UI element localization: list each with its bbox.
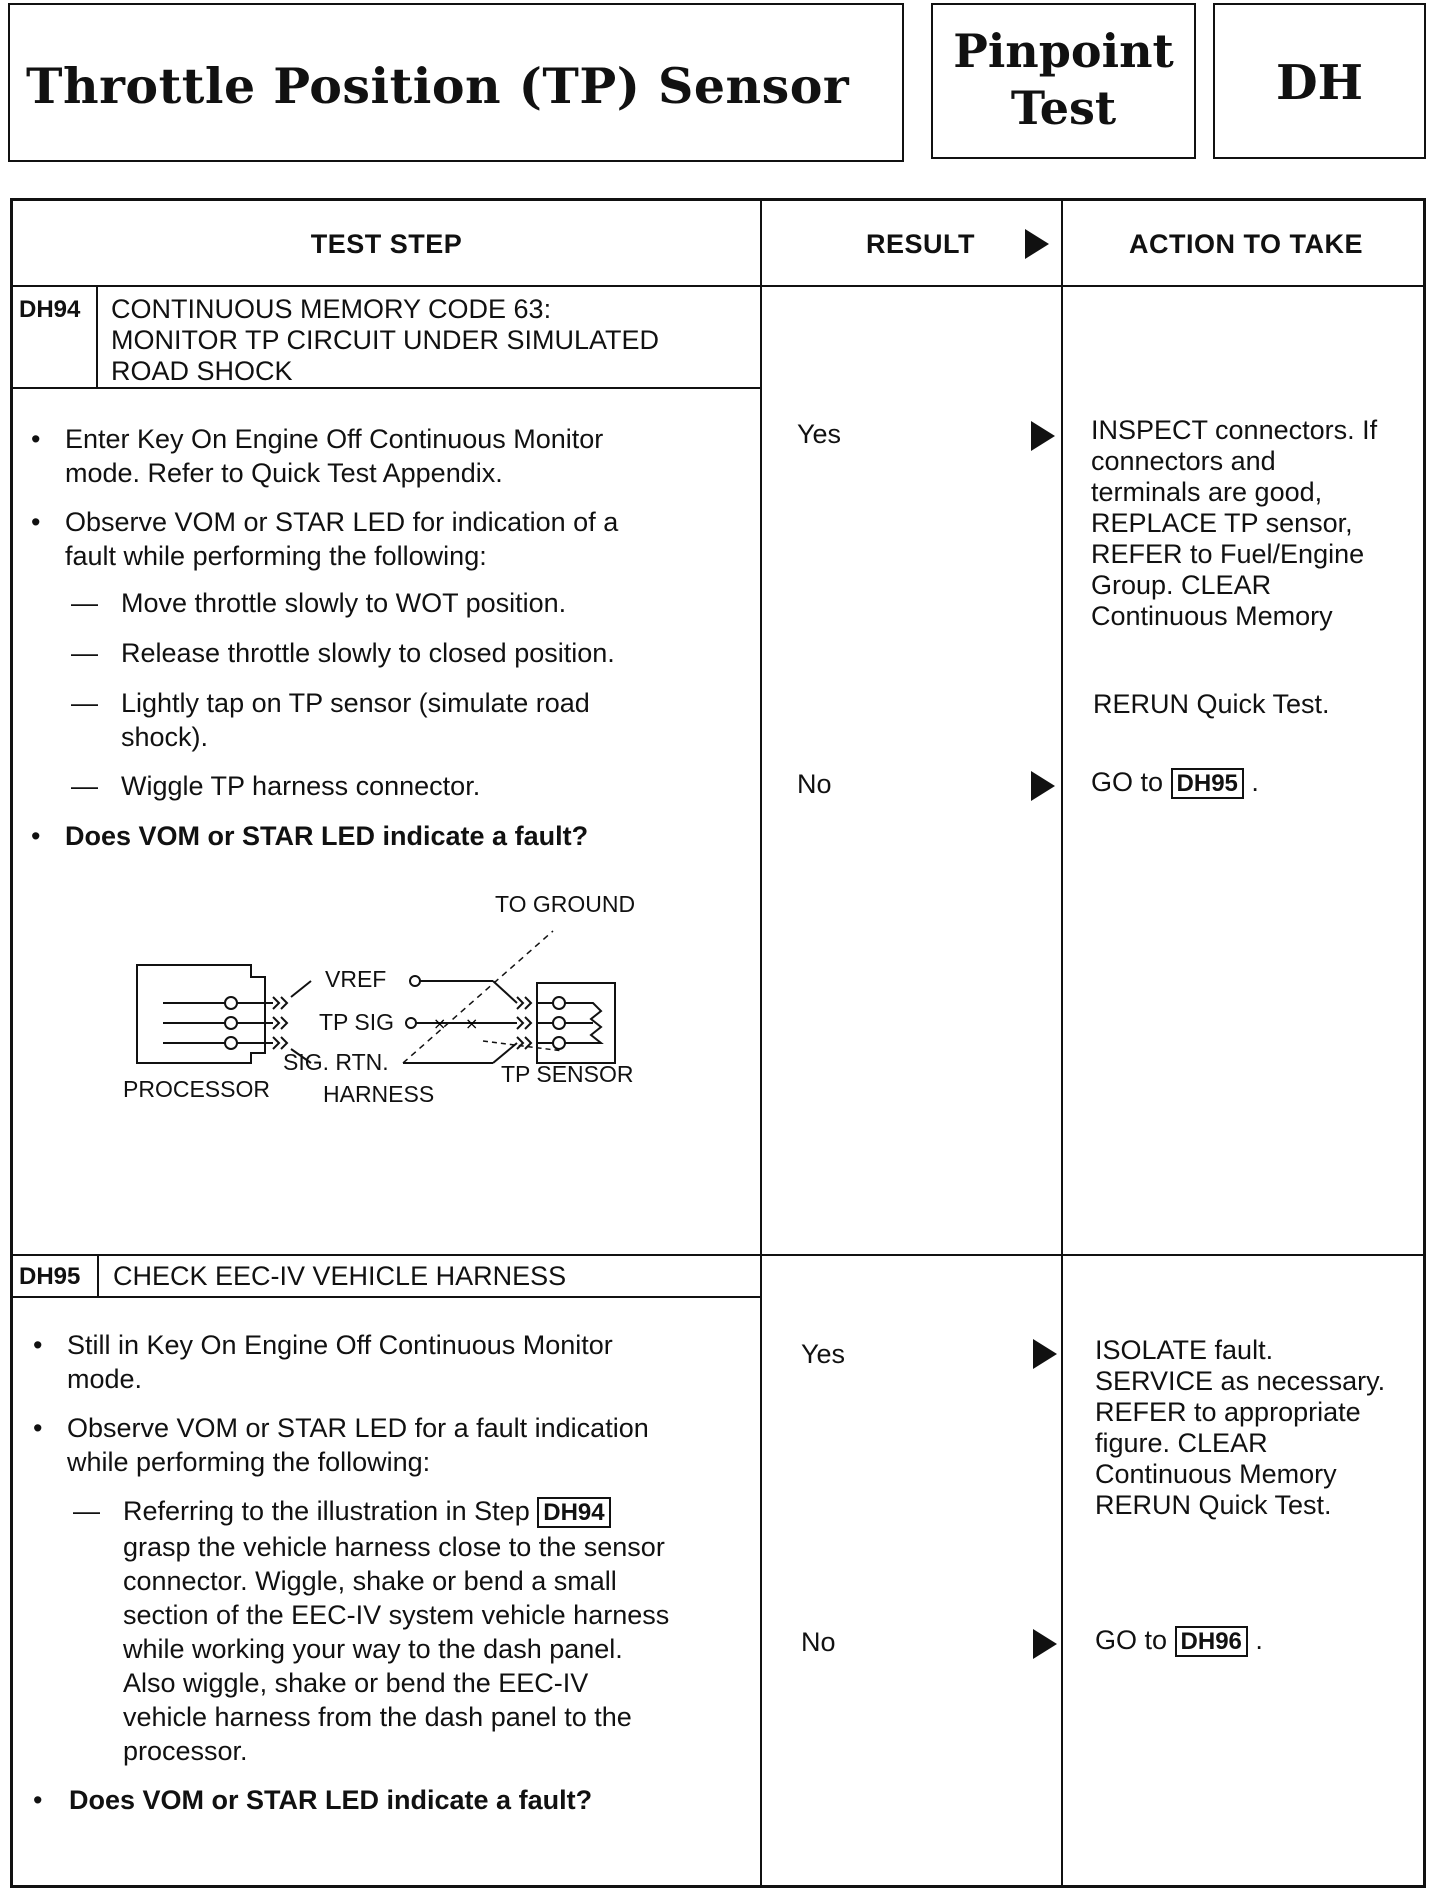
col-header-test-step: TEST STEP	[310, 228, 463, 259]
step-instruction: Enter Key On Engine Off Continuous Monitor mode. Refer to Quick Test Appendix.	[65, 424, 604, 488]
step-id-dh94: DH94	[19, 296, 81, 323]
test-code: DH	[1276, 55, 1363, 111]
tp-circuit-diagram	[123, 891, 683, 1131]
step-id-dh95: DH95	[19, 1263, 81, 1290]
tp-sig-label: TP SIG	[319, 1009, 394, 1035]
action-yes-rerun: RERUN Quick Test.	[1093, 689, 1330, 719]
step-title-dh95: CHECK EEC-IV VEHICLE HARNESS	[113, 1261, 567, 1291]
right-arrow-icon	[1033, 1629, 1057, 1659]
step-title-divider	[13, 387, 760, 389]
bullet-icon: •	[31, 821, 41, 851]
sub-instruction: Lightly tap on TP sensor (simulate road shock).	[121, 688, 590, 752]
step-question: Does VOM or STAR LED indicate a fault?	[65, 821, 589, 851]
result-yes: Yes	[801, 1339, 846, 1369]
step-ref-dh96[interactable]: DH96	[1175, 1626, 1248, 1657]
column-divider	[760, 201, 762, 1885]
bullet-icon: •	[31, 507, 41, 537]
step-title-divider	[13, 1296, 760, 1298]
pin-icon	[225, 1037, 237, 1049]
pinpoint-test-box	[931, 3, 1196, 159]
bullet-icon: •	[33, 1413, 43, 1443]
result-no: No	[797, 769, 832, 799]
bullet-icon: •	[33, 1785, 43, 1815]
col-header-action: ACTION TO TAKE	[1129, 228, 1363, 259]
step-instruction: Observe VOM or STAR LED for indication of a fault while performing the following:	[65, 507, 619, 571]
title-box	[8, 3, 904, 162]
action-yes-dh95: ISOLATE fault. SERVICE as necessary. REFER to appropriate figure. CLEAR Continuous Memory RERUN Quick Test.	[1095, 1335, 1386, 1520]
right-arrow-icon	[1033, 1339, 1057, 1369]
dash-icon: —	[73, 1496, 100, 1526]
bullet-icon: •	[31, 424, 41, 454]
step-question: Does VOM or STAR LED indicate a fault?	[69, 1785, 593, 1815]
sub-instruction: Move throttle slowly to WOT position.	[121, 588, 567, 618]
bullet-icon: •	[33, 1330, 43, 1360]
action-no-dh94: GO to DH95 .	[1091, 767, 1259, 797]
step-instruction: Observe VOM or STAR LED for a fault indication while performing the following:	[67, 1413, 649, 1477]
processor-outline	[137, 965, 265, 1063]
sub-instruction: Referring to the illustration in Step DH94 grasp the vehicle harness close to the sensor connector. Wiggle, shake or bend a small section of the EEC-IV system vehicle harness while working your way to the dash panel. Also wiggle, shake or bend the EEC-IV vehicle harness from the dash panel to the processor.	[123, 1496, 670, 1766]
pin-icon	[225, 997, 237, 1009]
sub-instruction: Wiggle TP harness connector.	[121, 771, 481, 801]
svg-text:×: ×	[465, 1014, 479, 1033]
step-instruction: Still in Key On Engine Off Continuous Monitor mode.	[67, 1330, 613, 1394]
vref-label: VREF	[325, 966, 387, 992]
step-ref-dh95[interactable]: DH95	[1171, 768, 1244, 799]
result-no: No	[801, 1627, 836, 1657]
to-ground-label: TO GROUND	[495, 891, 636, 917]
pin-icon	[225, 1017, 237, 1029]
right-arrow-icon	[1031, 421, 1055, 451]
sub-instruction: Release throttle slowly to closed position.	[121, 638, 615, 668]
action-no-dh95: GO to DH96 .	[1095, 1625, 1263, 1655]
test-code-box	[1213, 3, 1426, 159]
processor-label: PROCESSOR	[123, 1076, 270, 1102]
svg-text:×: ×	[433, 1014, 447, 1033]
tp-sensor-label: TP SENSOR	[501, 1061, 634, 1087]
page-title: Throttle Position (TP) Sensor	[26, 57, 850, 115]
pinpoint-test-table	[10, 198, 1426, 1888]
step-id-divider	[96, 287, 98, 387]
col-header-result: RESULT	[762, 201, 1061, 287]
right-arrow-icon	[1025, 229, 1049, 259]
harness-label: HARNESS	[323, 1081, 435, 1107]
dash-icon: —	[71, 588, 98, 618]
result-yes: Yes	[797, 419, 842, 449]
dash-icon: —	[71, 771, 98, 801]
dash-icon: —	[71, 638, 98, 668]
step-id-divider	[97, 1254, 99, 1296]
dash-icon: —	[71, 688, 98, 718]
column-divider	[1061, 201, 1063, 1885]
step-divider	[13, 1254, 1423, 1256]
right-arrow-icon	[1031, 771, 1055, 801]
step-title-dh94: CONTINUOUS MEMORY CODE 63: MONITOR TP CIRCUIT UNDER SIMULATED ROAD SHOCK	[111, 294, 660, 386]
sig-rtn-label: SIG. RTN.	[283, 1049, 389, 1075]
pinpoint-test-label: Pinpoint Test	[953, 24, 1174, 135]
step-ref-dh94[interactable]: DH94	[537, 1497, 610, 1528]
action-yes-dh94: INSPECT connectors. If connectors and terminals are good, REPLACE TP sensor, REFER to Fuel/Engine Group. CLEAR Continuous Memory	[1091, 415, 1378, 631]
